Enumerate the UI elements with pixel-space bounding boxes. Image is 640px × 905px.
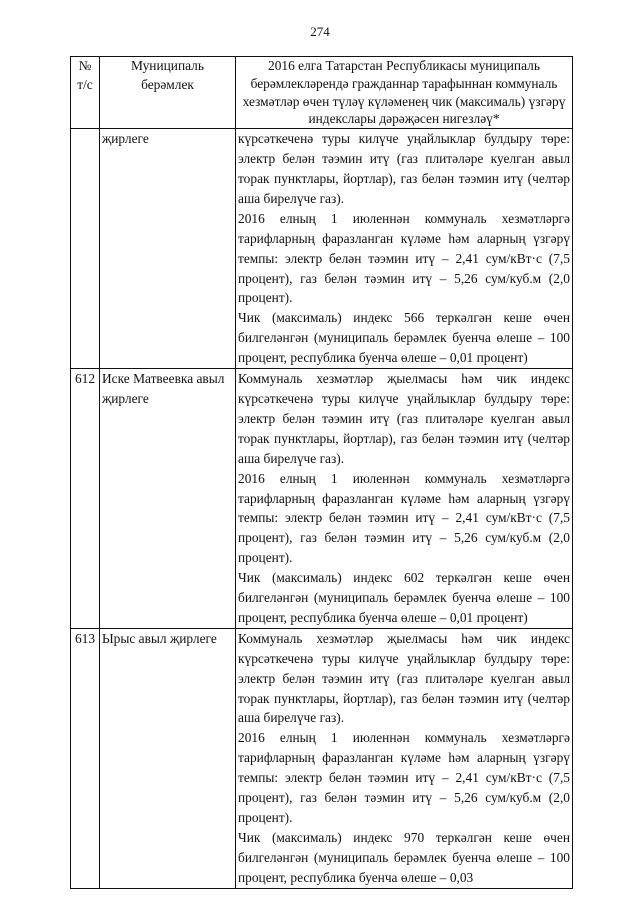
- row-number: 613: [71, 628, 100, 888]
- header-number: [71, 57, 100, 129]
- row-description: [236, 628, 573, 888]
- page-number: 274: [310, 24, 330, 39]
- description-paragraph: күрсәткеченә туры килүче уңайлыклар булдыру төре: электр белән тәэмин итү (газ плитәләре куелган авыл торак пунктлары, йортлар), газ белән тәэмин итү (челтәр аша бирелүче газ).: [238, 131, 570, 206]
- description-paragraph: 2016 елның 1 июленнән коммуналь хезмәтләргә тарифларның фаразланган күләме һәм аларның үзгәрү темпы: электр белән тәэмин итү – 2,41 сум/кВт·с (7,5 процент), газ белән тәэмин итү – 5,26 сум/куб.м (2,0 процент).: [238, 730, 570, 825]
- description-paragraph: Коммуналь хезмәтләр җыелмасы һәм чик индекс күрсәткеченә туры килүче уңайлыклар булдыру төре: электр белән тәэмин итү (газ плитәләре куелган авыл торак пунктлары, йортлар), газ белән тәэмин итү (челтәр аша бирелүче газ).: [238, 371, 570, 466]
- row-number: [71, 129, 100, 369]
- table-row: [71, 129, 573, 369]
- row-number: 612: [71, 369, 100, 629]
- description-paragraph: Чик (максималь) индекс 970 теркәлгән кеше өчен билгеләнгән (муниципаль берәмлек буенча өлеше – 100 процент, республика буенча өлеше – 0,03: [238, 829, 570, 885]
- table-row: [71, 628, 573, 888]
- row-municipality: Иске Матвеевка авыл җирлеге: [100, 369, 236, 629]
- description-paragraph: Коммуналь хезмәтләр җыелмасы һәм чик индекс күрсәткеченә туры килүче уңайлыклар булдыру төре: электр белән тәэмин итү (газ плитәләре куелган авыл торак пунктлары, йортлар), газ белән тәэмин итү (челтәр аша бирелүче газ).: [238, 630, 570, 726]
- description-paragraph: Чик (максималь) индекс 602 теркәлгән кеше өчен билгеләнгән (муниципаль берәмлек буенча өлеше – 100 процент, республика буенча өлеше – 0,01 процент): [238, 570, 570, 625]
- tariff-index-table: [70, 56, 573, 889]
- header-number-label: № т/с: [77, 58, 93, 92]
- header-description-label: 2016 елга Татарстан Республикасы муниципаль берәмлекләрендә гражданнар тарафыннан коммуналь хезмәтләр өчен түләү күләменең чик (максималь) үзгәрү индекслары дәрәҗәсен нигезләү*: [242, 58, 566, 127]
- description-paragraph: 2016 елның 1 июленнән коммуналь хезмәтләргә тарифларның фаразланган күләме һәм аларның үзгәрү темпы: электр белән тәэмин итү – 2,41 сум/кВт·с (7,5 процент), газ белән тәэмин итү – 5,26 сум/куб.м (2,0 процент).: [238, 470, 570, 566]
- row-municipality: җирлеге: [100, 129, 236, 369]
- description-paragraph: 2016 елның 1 июленнән коммуналь хезмәтләргә тарифларның фаразланган күләме һәм аларның үзгәрү темпы: электр белән тәэмин итү – 2,41 сум/кВт·с (7,5 процент), газ белән тәэмин итү – 5,26 сум/куб.м (2,0 процент).: [238, 210, 570, 306]
- row-description: [236, 369, 573, 629]
- description-paragraph: Чик (максималь) индекс 566 теркәлгән кеше өчен билгеләнгән (муниципаль берәмлек буенча өлеше – 100 процент, республика буенча өлеше – 0,01 процент): [238, 310, 570, 366]
- row-description: [236, 129, 573, 369]
- table-row: [71, 369, 573, 629]
- header-municipality: [100, 57, 236, 129]
- row-municipality: Ырыс авыл җирлеге: [100, 628, 236, 888]
- table-header-row: [71, 57, 573, 129]
- header-municipality-label: Муниципаль берәмлек: [131, 58, 204, 92]
- header-description: [236, 57, 573, 129]
